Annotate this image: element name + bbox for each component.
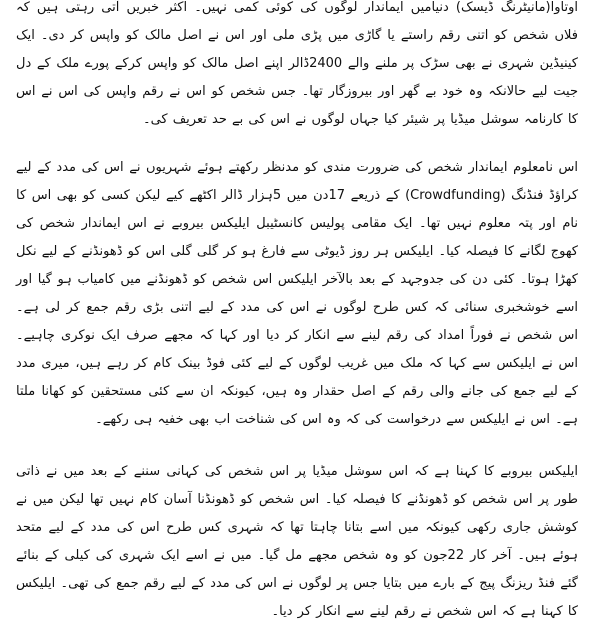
article-paragraph-2: اس نامعلوم ایماندار شخص کی ضرورت مندی کو مدنظر رکھتے ہوئے شہریوں نے اس کی مدد کے لیے کراؤڈ فنڈنگ (Crowdfunding) کے ذریعے 17دن میں 5ہزار ڈالر اکٹھے کیے لیکن کسی کو بھی اس کا نام اور پتہ معلوم نہیں تھا۔ ایک مقامی پولیس کانسٹیبل ایلیکس بیروبے نے اس ایماندار شخص کی کھوج لگانے کا فیصلہ کیا۔ ایلیکس ہر روز ڈیوٹی سے فارغ ہو کر گلی گلی اس کو ڈھونڈنے کے لیے نکل کھڑا ہوتا۔ کئی دن کی جدوجہد کے بعد بالآخر ایلیکس اس شخص کو ڈھونڈنے میں کامیاب ہو گیا اور اسے خوشخبری سنائی کہ کس طرح لوگوں نے اس کی مدد کے لیے اتنی بڑی رقم جمع کر لی ہے۔ اس شخص نے فوراً امداد کی رقم لینے سے انکار کر دیا اور کہا کہ مجھے صرف ایک نوکری چاہیے۔ اس نے ایلیکس سے کہا کہ ملک میں غریب لوگوں کے لیے کئی فوڈ بینک کام کر رہے ہیں، میری مدد کے لیے جمع کی جانے والی رقم کے اصل حقدار وہ ہیں، کیونکہ ان سے کئی مستحقین کو کھانا ملتا ہے۔ اس نے ایلیکس سے درخواست کی کہ وہ اس کی شناخت اب بھی خفیہ ہی رکھے۔ (16, 160, 579, 427)
article-paragraph-3: ایلیکس بیروبے کا کہنا ہے کہ اس سوشل میڈیا پر اس شخص کی کہانی سننے کے بعد میں نے ذاتی طور پر اس شخص کو ڈھونڈنے کا فیصلہ کیا۔ اس شخص کو ڈھونڈنا آسان کام نہیں تھا لیکن میں نے کوشش جاری رکھی کیونکہ میں اسے بتانا چاہتا تھا کہ شہری کس طرح اس کی مدد کے لیے متحد ہوئے ہیں۔ آخر کار 22جون کو وہ شخص مجھے مل گیا۔ میں نے اسے ایک شہری کی کیلی کے بنائے گئے فنڈ ریزنگ پیج کے بارے میں بتایا جس پر لوگوں نے اس کی مدد کے لیے رقم جمع کی تھی۔ ایلیکس کا کہنا ہے کہ اس شخص نے رقم لینے سے انکار کر دیا۔ (16, 464, 578, 619)
article-paragraph-1: اوتاوا(مانیٹرنگ ڈیسک) دنیامیں ایماندار لوگوں کی کوئی کمی نہیں۔ اکثر خبریں آتی رہتی ہیں کہ فلاں شخص کو اتنی رقم راستے یا گاڑی میں پڑی ملی اور اس نے اصل مالک کو واپس کر دی۔ ایک کینیڈین شہری نے بھی سڑک پر ملنے والے 2400ڈالر اپنے اصل مالک کو واپس کرکے پورے ملک کے دل جیت لیے حالانکہ وہ خود بے گھر اور بیروزگار تھا۔ جس شخص کو اس نے رقم واپس کی اس نے اس کا کارنامہ سوشل میڈیا پر شیئر کیا جہاں لوگوں نے اس کی بے حد تعریف کی۔ (16, 0, 578, 127)
